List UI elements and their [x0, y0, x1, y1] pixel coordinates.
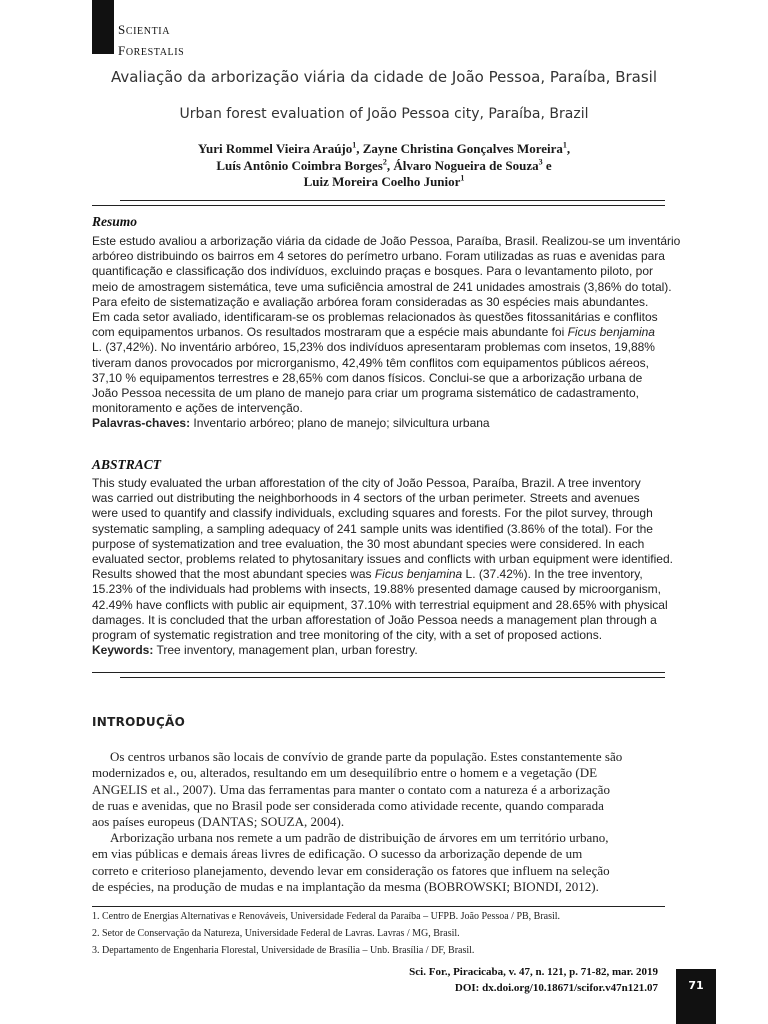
text-line: systematic sampling, a sampling adequacy of 241 sample units was identified (3.86% of the total). For the: [92, 521, 653, 536]
divider: [92, 205, 665, 206]
author-name: Yuri Rommel Vieira Araújo: [197, 141, 353, 156]
author-affiliation: 2: [382, 157, 387, 167]
text-line: were used to quantify and classify individuals, excluding squares and forests. For the pilot survey, through: [92, 506, 653, 521]
abstract-heading: ABSTRACT: [92, 457, 162, 472]
journal-logo-line2: FORESTALIS: [118, 43, 185, 58]
footnote: 2. Setor de Conservação da Natureza, Universidade Federal de Lavras. Lavras / MG, Brasil.: [92, 928, 460, 939]
keywords-text: Inventario arbóreo; plano de manejo; silvicultura urbana: [193, 416, 490, 430]
author-name: Luís Antônio Coimbra Borges: [216, 157, 383, 173]
resumo-text: [92, 234, 681, 416]
text-line: modernizados e, ou, alterados, resultando em um desequilíbrio entre o homem e a vegetação (DE: [92, 765, 598, 781]
title-portuguese: Avaliação da arborização viária da cidade de João Pessoa, Paraíba, Brasil: [110, 68, 657, 86]
text-line: purpose of systematization and tree evaluation, the 30 most abundant species were considered. In each: [92, 536, 645, 551]
divider: [92, 672, 665, 673]
text-line: [92, 567, 665, 582]
text-line: monitoramento e ações de intervenção.: [92, 401, 303, 416]
author-affiliation: 1: [460, 173, 465, 183]
keywords-label: Keywords:: [92, 643, 154, 657]
journal-logo-line1: SCIENTIA: [118, 22, 171, 37]
journal-logo: [118, 20, 184, 62]
text-segment: com equipamentos urbanos. Os resultados mostraram que a espécie mais abundante foi: [92, 325, 568, 340]
text-line: em vias públicas e demais áreas livres de edificação. O sucesso da arborização depende de um: [92, 846, 583, 862]
introduction-paragraph-2: [92, 830, 665, 895]
author-affiliation: 1: [352, 140, 357, 150]
keywords-text: Tree inventory, management plan, urban forestry.: [156, 643, 418, 657]
text-line: This study evaluated the urban afforestation of the city of João Pessoa, Paraíba, Brazil. A tree inventory: [92, 476, 641, 490]
text-line: de ruas e avenidas, que no Brasil pode ser considerada como atividade recente, quando comparada: [92, 797, 604, 813]
text-line: evaluated sector, problems related to phytosanitary issues and conflicts with urban equipment were identified.: [92, 552, 673, 567]
author-list: Yuri Rommel Vieira Araújo$^1$, Zayne Christina Gonçalves Moreira$^1$, Luís Antônio Coimbra Borges$^2$, Álvaro Nogueira de Souza$^3$ e Luiz Moreira Coelho Junior$^1$: [197, 140, 571, 189]
author-affiliation: 1: [562, 140, 567, 150]
text-line: quantificação e classificação dos indivíduos, excluindo praças e bosques. Para o levantamento piloto, por: [92, 264, 654, 279]
footnote-divider: [92, 906, 665, 907]
divider: [120, 200, 665, 201]
divider: [120, 677, 665, 678]
doi-link[interactable]: DOI: dx.doi.org/10.18671/scifor.v47n121.07: [454, 982, 658, 994]
author-name: Zayne Christina Gonçalves Moreira: [362, 141, 563, 156]
text-line: Este estudo avaliou a arborização viária da cidade de João Pessoa, Paraíba, Brasil. Realizou-se um inventário: [92, 234, 681, 248]
text-segment: L. (37.42%). In the tree inventory,: [462, 567, 643, 582]
keywords-label: Palavras-chaves:: [92, 416, 191, 430]
introduction-paragraph-1: [92, 749, 665, 830]
text-line: was carried out distributing the neighborhoods in 4 sectors of the urban perimeter. Streets and avenues: [92, 491, 640, 506]
abstract-text: [92, 476, 673, 643]
author-joiner: e: [545, 157, 552, 173]
text-segment: Results showed that the most abundant species was: [92, 567, 375, 582]
species-name: Ficus benjamina: [567, 325, 655, 340]
author-name: Luiz Moreira Coelho Junior: [303, 174, 461, 189]
abstract-keywords: [92, 643, 665, 657]
text-line: Em cada setor avaliado, identificaram-se os problemas relacionados às questões fitossanitárias e conflitos: [92, 310, 658, 325]
journal-logo-block: [92, 0, 114, 54]
page-number: 71: [676, 969, 716, 1024]
text-line: Arborização urbana nos remete a um padrão de distribuição de árvores em um território urbano,: [110, 830, 609, 845]
introduction-heading: INTRODUÇÃO: [92, 715, 186, 729]
title-english: Urban forest evaluation of João Pessoa city, Paraíba, Brazil: [179, 106, 589, 122]
text-line: program of systematic registration and tree monitoring of the city, with a set of proposed actions.: [92, 628, 603, 643]
text-line: [92, 325, 665, 340]
text-line: ANGELIS et al., 2007). Uma das ferramentas para manter o contato com a natureza é a arborização: [92, 781, 610, 797]
author-affiliation: 3: [538, 157, 543, 167]
text-line: meio de amostragem sistemática, teve uma suficiência amostral de 241 unidades amostrais (3,86% do total).: [92, 279, 672, 294]
footnote: 3. Departamento de Engenharia Florestal, Universidade de Brasília – Unb. Brasília / DF, Brasil.: [92, 945, 475, 956]
text-line: damages. It is concluded that the urban afforestation of João Pessoa needs a management plan through a: [92, 612, 657, 627]
author-name: Álvaro Nogueira de Souza: [393, 157, 539, 173]
text-line: de espécies, na produção de mudas e na implantação da mesma (BOBROWSKI; BIONDI, 2012).: [92, 878, 599, 894]
text-line: 42.49% have conflicts with public air equipment, 37.10% with terrestrial equipment and 28.65% with physical: [92, 597, 668, 612]
resumo-heading: Resumo: [92, 214, 138, 229]
text-line: 37,10 % equipamentos terrestres e 28,65% com danos físicos. Conclui-se que a arborização urbana de: [92, 370, 643, 385]
text-line: Os centros urbanos são locais de convívio de grande parte da população. Estes constantemente são: [110, 749, 623, 764]
journal-citation: Sci. For., Piracicaba, v. 47, n. 121, p. 71-82, mar. 2019: [409, 966, 658, 978]
species-name: Ficus benjamina: [374, 567, 463, 582]
text-line: aos países europeus (DANTAS; SOUZA, 2004).: [92, 814, 345, 830]
text-line: Para efeito de sistematização e avaliação arbórea foram consideradas as 30 espécies mais abundantes.: [92, 294, 649, 309]
text-line: João Pessoa necessita de um plano de manejo para criar um programa sistemático de cadastramento,: [92, 386, 639, 401]
text-line: 15.23% of the individuals had problems with insects, 19.88% presented damage caused by microorganism,: [92, 582, 661, 597]
text-line: L. (37,42%). No inventário arbóreo, 15,23% dos indivíduos apresentaram problemas com insetos, 19,88%: [92, 340, 655, 355]
resumo-keywords: [92, 416, 665, 430]
footnote: 1. Centro de Energias Alternativas e Renováveis, Universidade Federal da Paraíba – UFPB. João Pessoa / PB, Brasil.: [92, 911, 561, 922]
text-line: tiveram danos provocados por microrganismo, 42,49% têm conflitos com equipamentos públicos aéreos,: [92, 355, 649, 370]
text-line: arbóreo distribuindo os bairros em 4 setores do perímetro urbano. Foram utilizadas as ruas e avenidas para: [92, 249, 665, 264]
text-line: correto e criterioso planejamento, devendo levar em consideração os fatores que influem na seleção: [92, 862, 610, 878]
